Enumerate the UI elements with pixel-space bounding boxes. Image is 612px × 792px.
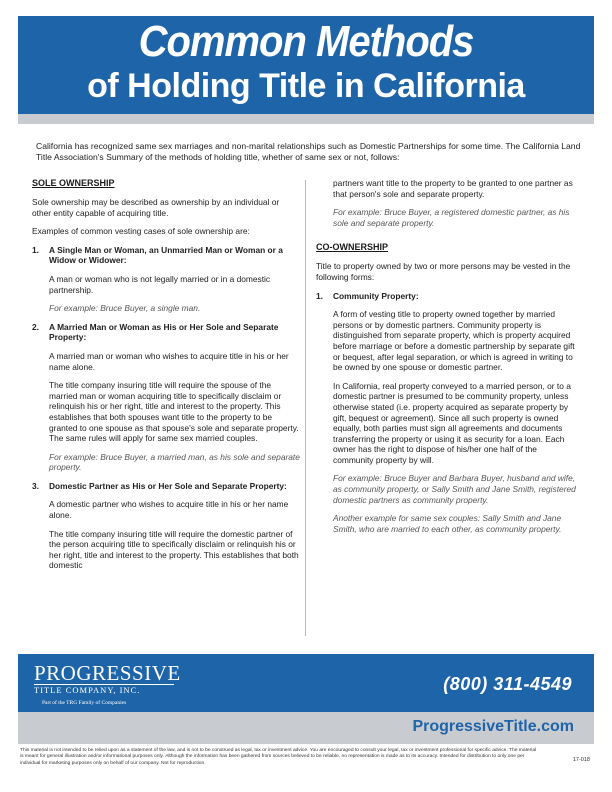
item-body: A married man or woman who wishes to acquire title in his or her name alone. [49, 350, 289, 372]
sole-examples-intro: Examples of common vesting cases of sole ownership are: [32, 226, 250, 237]
header-divider [18, 114, 594, 124]
item-number: 3. [32, 480, 39, 491]
item-example: For example: Bruce Buyer, a married man, as his sole and separate property. [49, 451, 300, 473]
item-example: For example: Bruce Buyer and Barbara Buyer, husband and wife, as community property, or Sally Smith and Jane Smith, registered domestic partners as community property. [333, 473, 576, 505]
item-number: 1. [32, 244, 39, 255]
co-description: Title to property owned by two or more persons may be vested in the following forms: [316, 261, 571, 282]
sole-ownership-heading: SOLE OWNERSHIP [32, 178, 115, 188]
item-body: A domestic partner who wishes to acquire title in his or her name alone. [49, 499, 289, 521]
website-link[interactable]: ProgressiveTitle.com [412, 718, 574, 735]
disclaimer-text: This material is not intended to be relied upon as a statement of the law, and is not to be construed as legal, tax or investment advice. You are encouraged to consult your legal, tax or investment professional for specific advice. The material is meant for general illustration and/or informational purposes only. Although the information has been gathered from sources believed to be reliable, no representation is made as to its accuracy. Intended for distribution to only one per individual for marketing purposes only on behalf of our company. Not for reproduction. [20, 748, 537, 766]
item-body-continued: partners want title to the property to be granted to one partner as that person's sole and separate property. [333, 178, 573, 199]
sole-description: Sole ownership may be described as ownership by an individual or other entity capable of acquiring title. [32, 197, 280, 218]
document-code: 17-018 [572, 757, 590, 763]
right-column [316, 178, 578, 542]
column-divider [305, 180, 306, 636]
item-body: A form of vesting title to property owned together by married persons or by domestic partners. Community property is distinguished from separate property, which is property acquired before marriage or before a domestic partnership by separate gift or bequest, after legal separation, or which is agreed in writing to be owned by one spouse or domestic partner. [333, 309, 575, 373]
item-title: Community Property: [333, 290, 419, 301]
sole-item-2 [32, 322, 300, 343]
item-body-2: The title company insuring title will require the spouse of the married man or woman acquiring title to specifically disclaim or relinquish his or her right, title and interest to the property. This establishes that both spouses want title to the property to be granted to one spouse as that spouse's sole and separate property. The same rules will apply for same sex married couples. [49, 380, 299, 444]
item-number: 2. [32, 321, 39, 332]
item-title: Domestic Partner as His or Her Sole and Separate Property: [49, 480, 287, 491]
co-ownership-heading: CO-OWNERSHIP [316, 242, 388, 253]
intro-paragraph: California has recognized same sex marriages and non-marital relationships such as Domestic Partnerships for some time. The California Land Title Association's Summary of the methods of holding title, whether of same sex or not, follows: [36, 141, 581, 162]
footer-banner [18, 654, 594, 712]
website-band [18, 712, 594, 744]
logo-family-note: Part of the TRG Family of Companies [42, 700, 127, 706]
item-number: 1. [316, 290, 323, 301]
page-subtitle: of Holding Title in California [87, 67, 525, 105]
left-column [32, 178, 300, 579]
item-body: A man or woman who is not legally married or in a domestic partnership. [49, 273, 271, 295]
sole-item-3 [32, 481, 300, 492]
logo-wordmark: PROGRESSIVE [34, 661, 181, 685]
item-example: For example: Bruce Buyer, a registered domestic partner, as his sole and separate property. [333, 207, 570, 228]
item-example: For example: Bruce Buyer, a single man. [49, 303, 201, 314]
item-example-2: Another example for same sex couples: Sally Smith and Jane Smith, who are married to each other, as community property. [333, 513, 562, 534]
item-title: A Single Man or Woman, an Unmarried Man or Woman or a Widow or Widower: [49, 244, 283, 266]
item-body-2: The title company insuring title will require the domestic partner of the person acquiring title to specifically disclaim or relinquish his or her right, title and interest to the property. This establishes that both domestic [49, 528, 299, 571]
phone-number: (800) 311-4549 [443, 674, 572, 694]
item-title: A Married Man or Woman as His or Her Sole and Separate Property: [49, 321, 279, 343]
co-item-1 [316, 291, 578, 302]
item-body-2: In California, real property conveyed to a married person, or to a domestic partner is presumed to be community property, unless otherwise stated (i.e. property acquired as separate property by gift, bequest or agreement). Since all such property is owned equally, both parties must sign all agreements and documents transferring the property or using it as security for a loan. Each owner has the right to dispose of his/her one half of the community property by will. [333, 380, 571, 465]
page-title: Common Methods [138, 18, 474, 66]
sole-item-1 [32, 245, 300, 266]
logo-subtitle: TITLE COMPANY, INC. [34, 684, 174, 695]
company-logo [34, 661, 181, 707]
header-banner [18, 16, 594, 114]
